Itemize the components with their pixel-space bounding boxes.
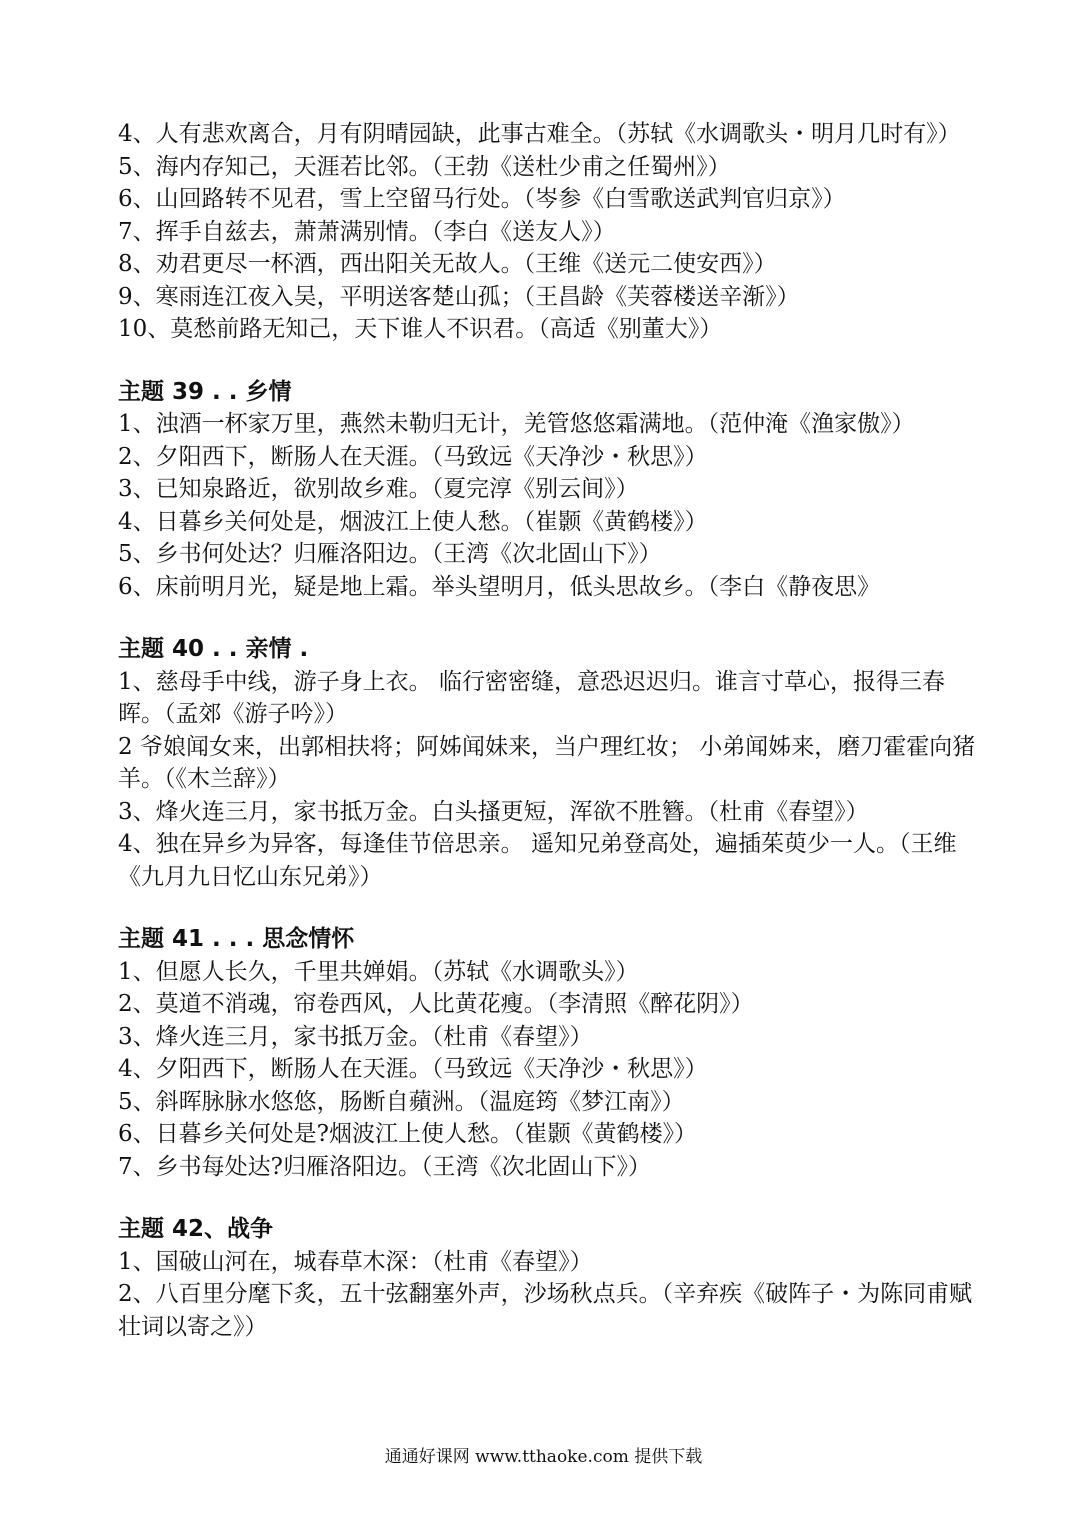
poem-line: 5、海内存知己，天涯若比邻。（王勃《送杜少甫之任蜀州》） xyxy=(118,153,731,180)
section-theme-40 xyxy=(118,633,978,893)
section-heading: 主题 39 . . 乡情 xyxy=(118,378,292,405)
poem-line: 4、夕阳西下，断肠人在天涯。（马致远《天净沙・秋思》） xyxy=(118,1056,708,1082)
section-heading: 主题 42、战争 xyxy=(118,1216,274,1242)
section-heading: 主题 40 . . 亲情 . xyxy=(118,636,309,662)
poem-line: 10、莫愁前路无知己，天下谁人不识君。（高适《别董大》） xyxy=(118,316,723,342)
poem-line: 4、日暮乡关何处是，烟波江上使人愁。（崔颢《黄鹤楼》） xyxy=(118,508,708,535)
poem-line: 5、斜晖脉脉水悠悠，肠断自蘋洲。（温庭筠《梦江南》） xyxy=(118,1088,685,1115)
intro-block xyxy=(118,118,978,346)
poem-line: 3、烽火连三月，家书抵万金。白头搔更短，浑欲不胜簪。（杜甫《春望》） xyxy=(118,798,869,825)
section-theme-41 xyxy=(118,923,978,1183)
section-theme-39 xyxy=(118,376,978,604)
poem-line: 3、烽火连三月，家书抵万金。（杜甫《春望》） xyxy=(118,1023,593,1050)
page-footer: 通通好课网 www.tthaoke.com 提供下载 xyxy=(384,1447,703,1467)
poem-line: 4、独在异乡为异客，每逢佳节倍思亲。 遥知兄弟登高处，遍插茱萸少一人。（王维《九月九日忆山东兄弟》） xyxy=(118,831,957,890)
section-heading: 主题 41 . . . 思念情怀 xyxy=(118,926,355,952)
poem-line: 6、山回路转不见君，雪上空留马行处。（岑参《白雪歌送武判官归京》） xyxy=(118,186,846,212)
poem-line: 3、已知泉路近，欲别故乡难。（夏完淳《别云间》） xyxy=(118,476,639,502)
poem-line: 2、八百里分麾下炙，五十弦翻塞外声，沙场秋点兵。（辛弃疾《破阵子・为陈同甫赋壮词以寄之》） xyxy=(118,1281,973,1340)
poem-line: 2 爷娘闻女来，出郭相扶将；阿姊闻妹来，当户理红妆； 小弟闻姊来，磨刀霍霍向猪羊。（《木兰辞》） xyxy=(118,733,976,792)
poem-line: 7、挥手自兹去，萧萧满别情。（李白《送友人》） xyxy=(118,218,616,245)
poem-line: 7、乡书每处达?归雁洛阳边。（王湾《次北固山下》） xyxy=(118,1153,651,1180)
poem-line: 6、日暮乡关何处是?烟波江上使人愁。（崔颢《黄鹤楼》） xyxy=(118,1121,697,1147)
poem-line: 1、慈母手中线，游子身上衣。 临行密密缝，意恐迟迟归。谁言寸草心，报得三春晖。（孟郊《游子吟》） xyxy=(118,668,945,727)
poem-line: 9、寒雨连江夜入吴，平明送客楚山孤；（王昌龄《芙蓉楼送辛渐》） xyxy=(118,283,800,310)
section-theme-42 xyxy=(118,1213,978,1343)
poem-line: 2、夕阳西下，断肠人在天涯。（马致远《天净沙・秋思》） xyxy=(118,443,708,470)
poem-line: 4、人有悲欢离合，月有阴晴园缺，此事古难全。（苏轼《水调歌头・明月几时有》） xyxy=(118,121,961,147)
poem-line: 5、乡书何处达？归雁洛阳边。（王湾《次北固山下》） xyxy=(118,541,662,567)
poem-line: 6、床前明月光，疑是地上霜。举头望明月，低头思故乡。（李白《静夜思》 xyxy=(118,573,881,600)
poem-line: 1、但愿人长久，千里共婵娟。（苏轼《水调歌头》） xyxy=(118,958,639,985)
poem-line: 2、莫道不消魂，帘卷西风，人比黄花瘦。（李清照《醉花阴》） xyxy=(118,991,754,1017)
poem-line: 8、劝君更尽一杯酒，西出阳关无故人。（王维《送元二使安西》） xyxy=(118,251,777,277)
poem-line: 1、国破山河在，城春草木深：（杜甫《春望》） xyxy=(118,1248,593,1275)
poem-line: 1、浊酒一杯家万里，燕然未勒归无计，羌管悠悠霜满地。（范仲淹《渔家傲》） xyxy=(118,411,915,437)
document-body xyxy=(118,118,978,1343)
